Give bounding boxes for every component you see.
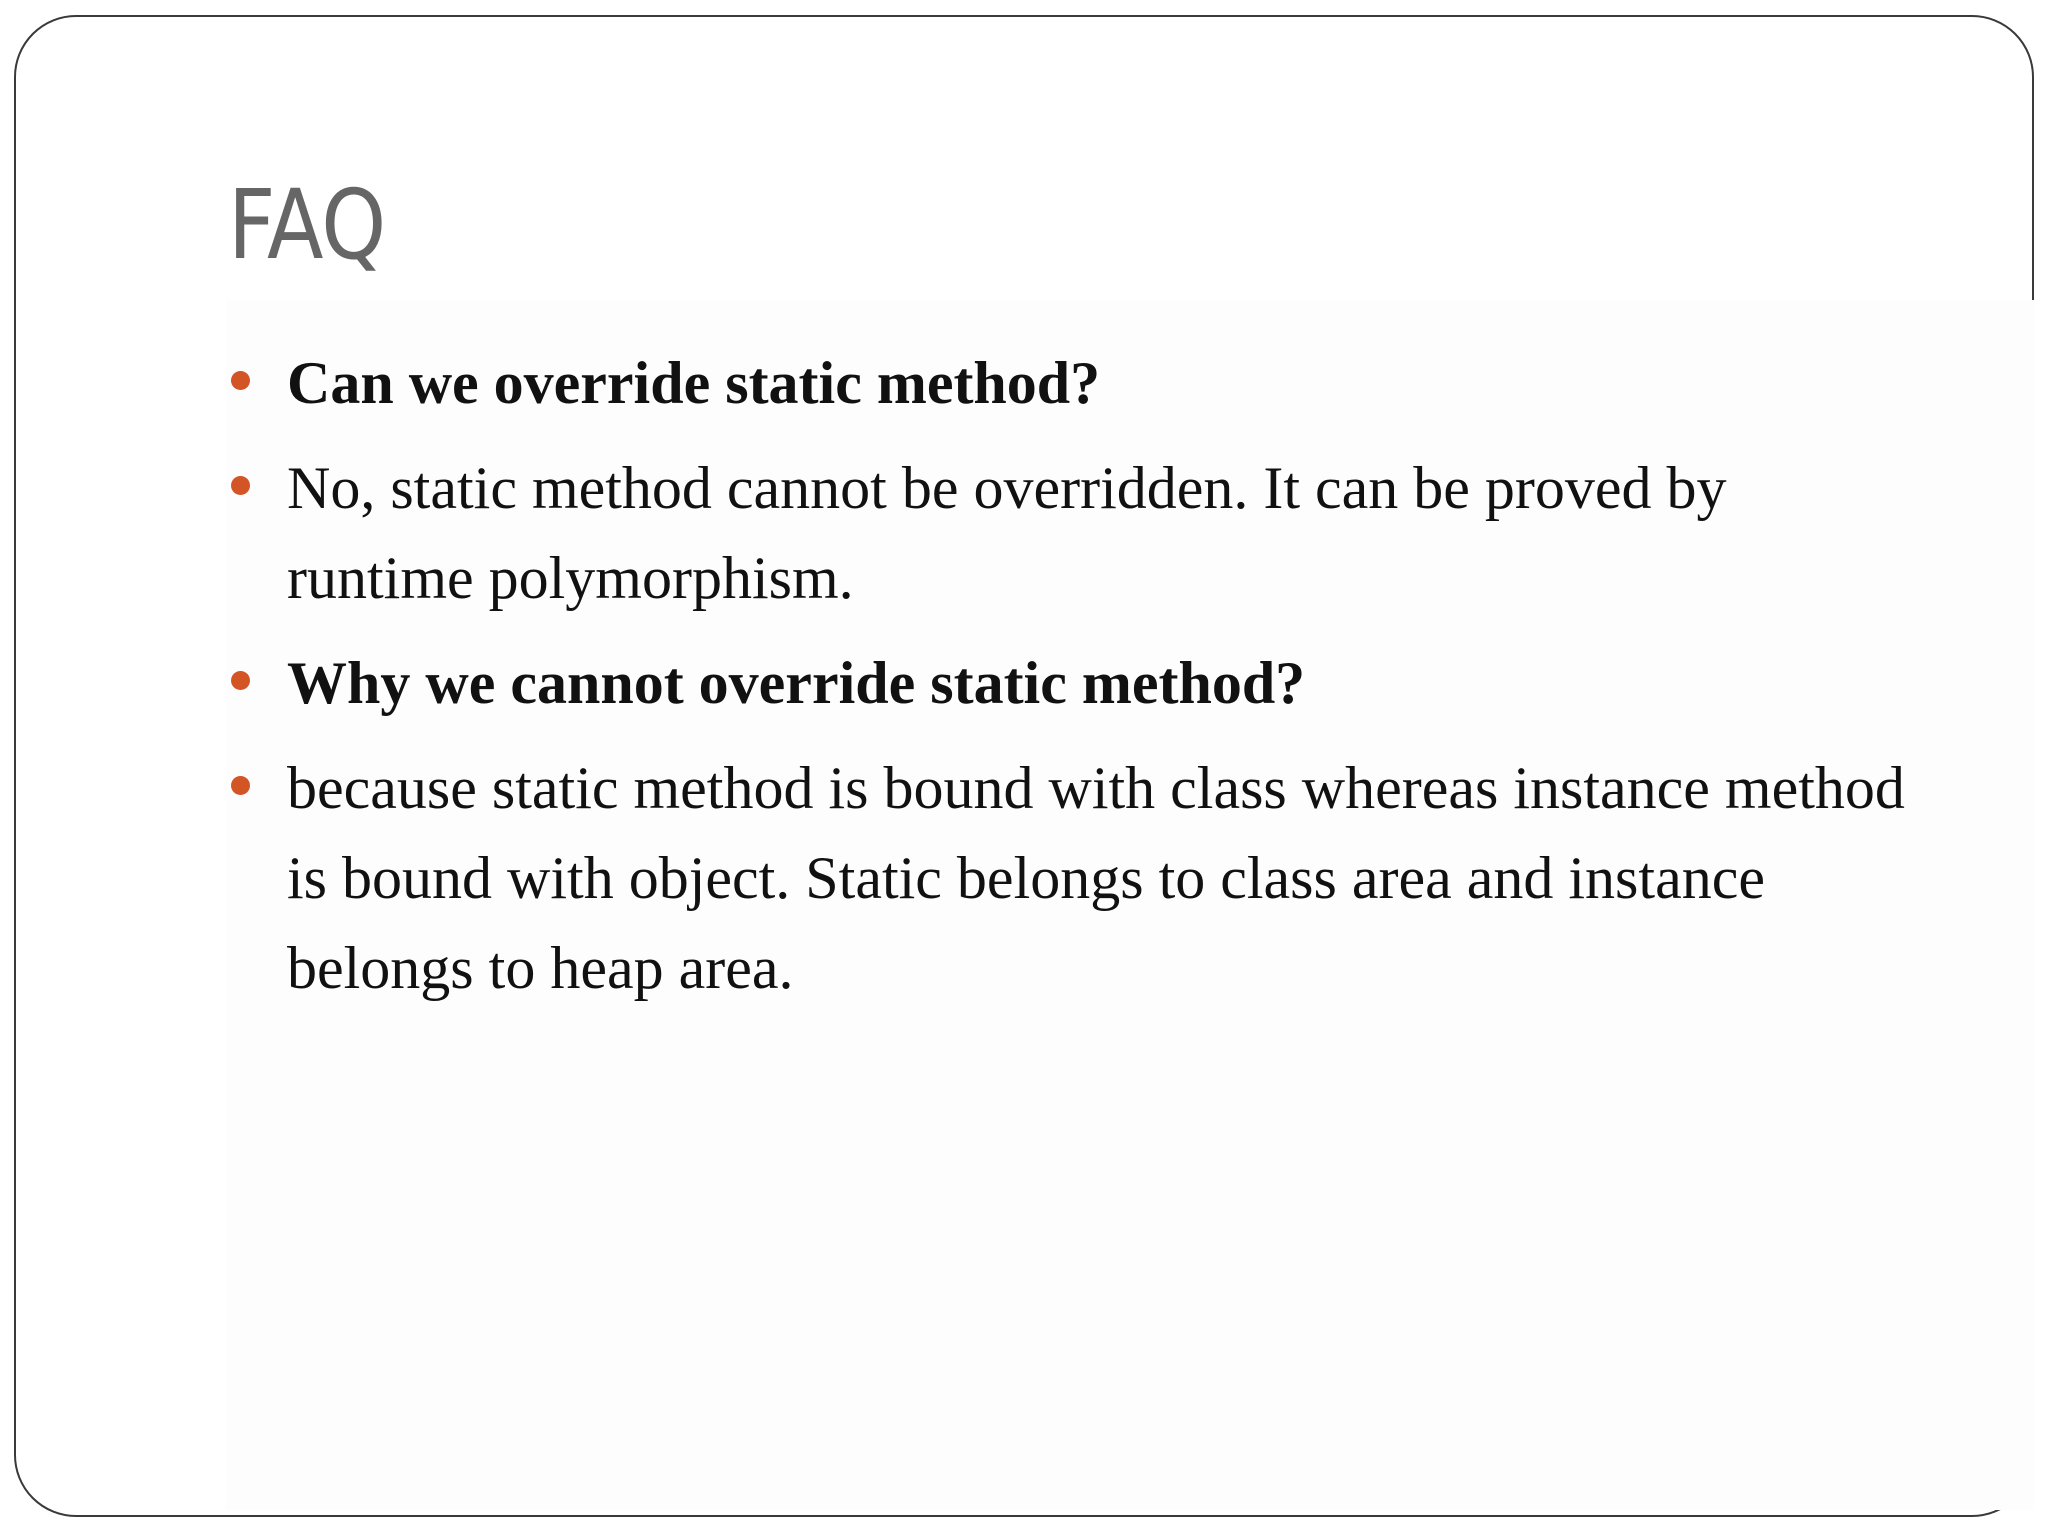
slide-title: FAQ [228, 169, 386, 281]
faq-question-1 [228, 338, 1928, 428]
bullet-dot-icon [231, 476, 250, 495]
faq-question-2 [228, 638, 1928, 728]
faq-answer-1 [228, 443, 1928, 623]
bullet-text: because static method is bound with class whereas instance method is bound with object. Static belongs to class area and instance belongs to heap area. [287, 755, 1905, 1001]
bullet-text: Why we cannot override static method? [287, 650, 1306, 716]
faq-answer-2 [228, 743, 1928, 1013]
bullet-dot-icon [231, 776, 250, 795]
bullet-list [228, 338, 1928, 1028]
bullet-dot-icon [231, 671, 250, 690]
bullet-dot-icon [231, 371, 250, 390]
bullet-text: No, static method cannot be overridden. It can be proved by runtime polymorphism. [287, 455, 1727, 611]
bullet-text: Can we override static method? [287, 350, 1101, 416]
